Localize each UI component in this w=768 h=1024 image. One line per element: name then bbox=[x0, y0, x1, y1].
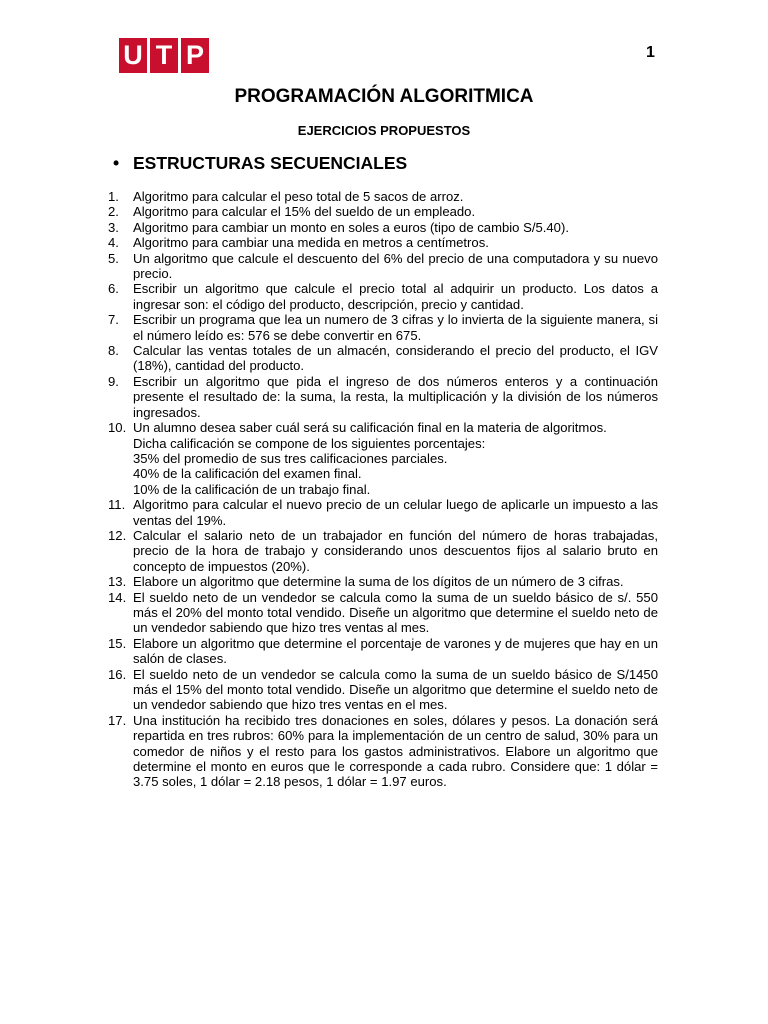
exercise-text bbox=[133, 420, 658, 497]
exercise-item bbox=[108, 312, 658, 343]
exercise-text bbox=[133, 713, 658, 790]
exercise-number: 13. bbox=[108, 574, 127, 590]
exercise-text-main: Calcular las ventas totales de un almacén, considerando el precio del producto, el IGV (18%), cantidad del producto. bbox=[133, 343, 658, 374]
exercise-item bbox=[108, 420, 658, 497]
exercise-sub-line: 10% de la calificación de un trabajo final. bbox=[133, 481, 371, 497]
exercise-number: 11. bbox=[108, 497, 126, 513]
section-heading-text: ESTRUCTURAS SECUENCIALES bbox=[133, 153, 408, 173]
exercise-item bbox=[108, 251, 658, 282]
exercise-text-main: Algoritmo para cambiar un monto en soles a euros (tipo de cambio S/5.40). bbox=[133, 219, 569, 235]
exercise-number: 2. bbox=[108, 204, 119, 220]
exercise-text bbox=[133, 281, 658, 312]
exercise-number: 3. bbox=[108, 219, 119, 235]
exercise-text-main: Calcular el salario neto de un trabajador en función del número de horas trabajadas, precio de la hora de trabajo y considerando unos descuentos fijos al salario bruto en concepto de impuestos (20%). bbox=[133, 527, 658, 574]
utp-logo bbox=[119, 38, 209, 73]
exercise-text bbox=[133, 343, 658, 374]
exercise-number: 6. bbox=[108, 281, 119, 297]
exercise-item bbox=[108, 497, 658, 528]
document-title: PROGRAMACIÓN ALGORITMICA bbox=[234, 86, 534, 107]
exercise-list bbox=[108, 189, 658, 790]
exercise-text bbox=[133, 312, 658, 343]
exercise-text-main: Elabore un algoritmo que determine el porcentaje de varones y de mujeres que hay en un salón de clases. bbox=[133, 635, 658, 667]
exercise-text bbox=[133, 189, 658, 204]
exercise-text-main: Un algoritmo que calcule el descuento del 6% del precio de una computadora y su nuevo precio. bbox=[133, 250, 658, 282]
exercise-item bbox=[108, 528, 658, 574]
exercise-item bbox=[108, 235, 658, 250]
exercise-number: 5. bbox=[108, 250, 119, 266]
exercise-number: 4. bbox=[108, 235, 119, 251]
exercise-text-main: Algoritmo para calcular el 15% del sueldo de un empleado. bbox=[133, 204, 476, 220]
exercise-text bbox=[133, 636, 658, 667]
exercise-text bbox=[133, 574, 658, 589]
exercise-item bbox=[108, 590, 658, 636]
page-number: 1 bbox=[646, 44, 655, 61]
bullet-icon: • bbox=[113, 153, 120, 173]
exercise-text-main: El sueldo neto de un vendedor se calcula como la suma de un sueldo básico de s/. 550 más el 20% del monto total vendido. Diseñe un algoritmo que determine el sueldo neto de un vendedor sabiendo que hizo tres ventas al mes. bbox=[133, 589, 658, 636]
exercise-number: 14. bbox=[108, 589, 127, 605]
exercise-item bbox=[108, 636, 658, 667]
exercise-text bbox=[133, 667, 658, 713]
exercise-number: 1. bbox=[108, 189, 119, 204]
exercise-item bbox=[108, 713, 658, 790]
logo-letter-t: T bbox=[150, 38, 178, 73]
document-subtitle: EJERCICIOS PROPUESTOS bbox=[297, 123, 471, 138]
exercise-text bbox=[133, 235, 658, 250]
exercise-number: 12. bbox=[108, 527, 127, 543]
section-heading bbox=[113, 153, 407, 174]
exercise-item bbox=[108, 281, 658, 312]
exercise-item bbox=[108, 667, 658, 713]
exercise-text bbox=[133, 374, 658, 420]
exercise-item bbox=[108, 189, 658, 204]
exercise-number: 7. bbox=[108, 312, 119, 328]
exercise-number: 8. bbox=[108, 343, 119, 359]
exercise-text bbox=[133, 590, 658, 636]
exercise-text bbox=[133, 220, 658, 235]
exercise-text-main: Algoritmo para calcular el peso total de 5 sacos de arroz. bbox=[133, 189, 464, 204]
exercise-item bbox=[108, 204, 658, 219]
logo-letter-u: U bbox=[119, 38, 147, 73]
exercise-number: 9. bbox=[108, 373, 119, 389]
exercise-text-main: Escribir un algoritmo que calcule el precio total al adquirir un producto. Los datos a ingresar son: el código del producto, descripción, precio y cantidad. bbox=[133, 281, 658, 312]
exercise-number: 17. bbox=[108, 712, 127, 728]
exercise-text-main: Un alumno desea saber cuál será su calificación final en la materia de algoritmos. bbox=[133, 420, 607, 436]
exercise-text-main: Elabore un algoritmo que determine la suma de los dígitos de un número de 3 cifras. bbox=[133, 574, 624, 590]
exercise-text-main: Algoritmo para cambiar una medida en metros a centímetros. bbox=[133, 235, 489, 251]
exercise-text bbox=[133, 251, 658, 282]
exercise-item bbox=[108, 574, 658, 589]
exercise-text-main: Escribir un programa que lea un numero de 3 cifras y lo invierta de la siguiente manera, si el número leído es: 576 se debe convertir en 675. bbox=[133, 312, 658, 343]
exercise-text-main: Escribir un algoritmo que pida el ingreso de dos números enteros y a continuación presente el resultado de: la suma, la resta, la multiplicación y la división de los números ingresados. bbox=[133, 373, 658, 420]
exercise-number: 15. bbox=[108, 635, 127, 651]
exercise-text-main: El sueldo neto de un vendedor se calcula como la suma de un sueldo básico de S/1450 más el 15% del monto total vendido. Diseñe un algoritmo que determine el sueldo neto de un vendedor sabiendo que hizo tres ventas en el mes. bbox=[133, 666, 658, 713]
exercise-item bbox=[108, 220, 658, 235]
exercise-text bbox=[133, 497, 658, 528]
exercise-item bbox=[108, 343, 658, 374]
exercise-sub-line: Dicha calificación se compone de los siguientes porcentajes: bbox=[133, 435, 486, 451]
exercise-text bbox=[133, 204, 658, 219]
exercise-sub-line: 40% de la calificación del examen final. bbox=[133, 466, 362, 482]
exercise-text-main: Una institución ha recibido tres donaciones en soles, dólares y pesos. La donación será repartida en tres rubros: 60% para la implementación de un centro de salud, 30% para un comedor de niños y el resto para los gastos administrativos. Elabore un algoritmo que determine el monto en euros que le corresponde a cada rubro. Considere que: 1 dólar = 3.75 soles, 1 dólar = 2.18 pesos, 1 dólar = 1.97 euros. bbox=[133, 712, 658, 790]
exercise-item bbox=[108, 374, 658, 420]
exercise-number: 10. bbox=[108, 420, 127, 436]
exercise-number: 16. bbox=[108, 666, 127, 682]
exercise-text bbox=[133, 528, 658, 574]
exercise-text-main: Algoritmo para calcular el nuevo precio de un celular luego de aplicarle un impuesto a las ventas del 19%. bbox=[133, 497, 658, 528]
exercise-sub-line: 35% del promedio de sus tres calificaciones parciales. bbox=[133, 450, 448, 466]
logo-letter-p: P bbox=[181, 38, 209, 73]
